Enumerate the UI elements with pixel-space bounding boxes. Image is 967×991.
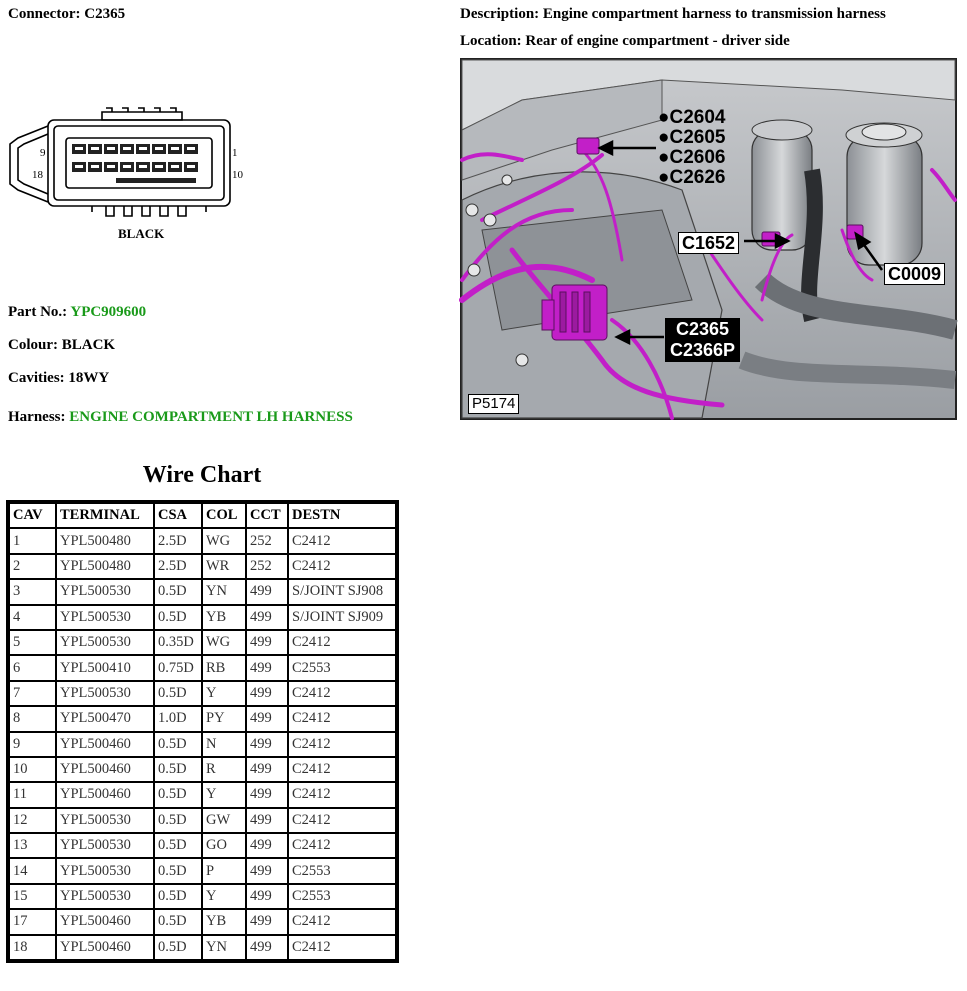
cell-destn: C2412 [288, 782, 396, 807]
connector-heading [8, 6, 125, 23]
table-row [9, 884, 396, 909]
cell-cct: 499 [246, 884, 288, 909]
cell-csa: 0.5D [154, 935, 202, 960]
cell-csa: 0.5D [154, 579, 202, 604]
callout-c0009: C0009 [884, 263, 945, 285]
table-row [9, 630, 396, 655]
cell-terminal: YPL500460 [56, 732, 154, 757]
harness-line [8, 409, 353, 426]
cell-csa: 1.0D [154, 706, 202, 731]
cell-csa: 0.5D [154, 884, 202, 909]
location-value: Rear of engine compartment - driver side [525, 33, 790, 49]
cell-cct: 499 [246, 579, 288, 604]
cell-terminal: YPL500460 [56, 935, 154, 960]
cell-terminal: YPL500530 [56, 579, 154, 604]
cell-cav: 8 [9, 706, 56, 731]
callout-c2366p: C2366P [670, 340, 736, 360]
table-row [9, 757, 396, 782]
cell-cct: 499 [246, 808, 288, 833]
cavities-line [8, 370, 109, 387]
cell-destn: C2553 [288, 858, 396, 883]
cell-csa: 2.5D [154, 528, 202, 553]
cell-destn: S/JOINT SJ909 [288, 605, 396, 630]
cell-destn: C2412 [288, 681, 396, 706]
cell-cav: 3 [9, 579, 56, 604]
table-row [9, 858, 396, 883]
pin-9-label: 9 [40, 147, 46, 159]
cell-csa: 0.75D [154, 655, 202, 680]
cell-cav: 11 [9, 782, 56, 807]
cell-cct: 499 [246, 655, 288, 680]
cell-terminal: YPL500470 [56, 706, 154, 731]
callout-c2365-c2366p [665, 318, 740, 362]
callout-c1652: C1652 [678, 232, 739, 254]
cell-csa: 0.5D [154, 782, 202, 807]
cell-cct: 499 [246, 605, 288, 630]
cell-cct: 499 [246, 909, 288, 934]
cell-cav: 5 [9, 630, 56, 655]
table-row [9, 528, 396, 553]
cell-cav: 15 [9, 884, 56, 909]
cavities-value: 18WY [68, 370, 110, 386]
description-value: Engine compartment harness to transmission harness [542, 6, 886, 22]
colour-value: BLACK [61, 337, 116, 353]
callout-c2606: ●C2606 [658, 147, 726, 168]
cell-destn: C2412 [288, 909, 396, 934]
cell-col: YB [202, 605, 246, 630]
cell-terminal: YPL500530 [56, 630, 154, 655]
cell-destn: C2412 [288, 833, 396, 858]
harness-label: Harness: [8, 409, 66, 425]
cell-col: YN [202, 935, 246, 960]
cell-col: YB [202, 909, 246, 934]
cell-destn: C2412 [288, 630, 396, 655]
table-row [9, 808, 396, 833]
cell-col: PY [202, 706, 246, 731]
cell-destn: C2412 [288, 732, 396, 757]
cell-cct: 499 [246, 935, 288, 960]
cell-terminal: YPL500530 [56, 858, 154, 883]
cell-terminal: YPL500460 [56, 782, 154, 807]
cell-terminal: YPL500530 [56, 681, 154, 706]
connector-colour-caption: BLACK [118, 226, 165, 241]
cell-terminal: YPL500530 [56, 808, 154, 833]
cell-destn: C2412 [288, 528, 396, 553]
table-row [9, 706, 396, 731]
cell-col: Y [202, 782, 246, 807]
cell-csa: 0.5D [154, 808, 202, 833]
table-row [9, 833, 396, 858]
cell-col: WG [202, 528, 246, 553]
colour-label: Colour: [8, 337, 58, 353]
cell-destn: C2412 [288, 757, 396, 782]
cell-cct: 252 [246, 528, 288, 553]
part-number-value: YPC909600 [70, 304, 147, 320]
col-destn: DESTN [288, 503, 396, 528]
cell-terminal: YPL500480 [56, 528, 154, 553]
cell-csa: 0.35D [154, 630, 202, 655]
cell-terminal: YPL500410 [56, 655, 154, 680]
cell-col: Y [202, 681, 246, 706]
cell-cav: 12 [9, 808, 56, 833]
cell-cav: 18 [9, 935, 56, 960]
cell-cav: 17 [9, 909, 56, 934]
cell-col: YN [202, 579, 246, 604]
cell-cct: 499 [246, 706, 288, 731]
cell-col: GO [202, 833, 246, 858]
wire-chart-body [9, 528, 396, 960]
col-terminal: TERMINAL [56, 503, 154, 528]
table-row [9, 681, 396, 706]
cell-terminal: YPL500530 [56, 884, 154, 909]
cell-col: RB [202, 655, 246, 680]
table-row [9, 579, 396, 604]
harness-value: ENGINE COMPARTMENT LH HARNESS [69, 409, 353, 425]
engine-compartment-illustration [460, 58, 957, 420]
cell-terminal: YPL500460 [56, 909, 154, 934]
cell-csa: 0.5D [154, 858, 202, 883]
cell-terminal: YPL500480 [56, 554, 154, 579]
wire-chart-table [6, 500, 399, 963]
cell-csa: 0.5D [154, 909, 202, 934]
cell-cav: 4 [9, 605, 56, 630]
cell-csa: 0.5D [154, 605, 202, 630]
pin-18-label: 18 [32, 169, 43, 181]
colour-line [8, 337, 115, 354]
description-line [460, 6, 886, 23]
cell-cct: 499 [246, 630, 288, 655]
cell-cct: 252 [246, 554, 288, 579]
cell-destn: C2412 [288, 706, 396, 731]
cell-cct: 499 [246, 757, 288, 782]
cell-cav: 9 [9, 732, 56, 757]
cell-cav: 7 [9, 681, 56, 706]
cell-csa: 2.5D [154, 554, 202, 579]
pin-1-label: 1 [232, 147, 238, 159]
cell-col: R [202, 757, 246, 782]
cell-destn: C2553 [288, 884, 396, 909]
cell-cav: 6 [9, 655, 56, 680]
cell-col: N [202, 732, 246, 757]
cell-cct: 499 [246, 681, 288, 706]
table-row [9, 732, 396, 757]
callout-c2605: ●C2605 [658, 127, 726, 148]
cell-terminal: YPL500530 [56, 833, 154, 858]
cell-csa: 0.5D [154, 732, 202, 757]
cell-cav: 1 [9, 528, 56, 553]
cell-col: WG [202, 630, 246, 655]
cavities-label: Cavities: [8, 370, 65, 386]
pin-10-label: 10 [232, 169, 243, 181]
cell-cct: 499 [246, 782, 288, 807]
cell-csa: 0.5D [154, 681, 202, 706]
cell-col: Y [202, 884, 246, 909]
table-row [9, 935, 396, 960]
cell-cct: 499 [246, 833, 288, 858]
table-row [9, 554, 396, 579]
cell-destn: C2412 [288, 554, 396, 579]
cell-destn: C2412 [288, 808, 396, 833]
cell-col: GW [202, 808, 246, 833]
cell-destn: S/JOINT SJ908 [288, 579, 396, 604]
cell-cav: 10 [9, 757, 56, 782]
callout-c2365: C2365 [676, 319, 730, 339]
col-cct: CCT [246, 503, 288, 528]
cell-terminal: YPL500460 [56, 757, 154, 782]
figure-reference: P5174 [468, 394, 519, 414]
location-label: Location: [460, 33, 522, 49]
cell-cct: 499 [246, 732, 288, 757]
wire-chart-title: Wire Chart [142, 462, 262, 488]
cell-destn: C2553 [288, 655, 396, 680]
cell-col: WR [202, 554, 246, 579]
table-row [9, 655, 396, 680]
cell-csa: 0.5D [154, 757, 202, 782]
table-row [9, 782, 396, 807]
col-col: COL [202, 503, 246, 528]
cell-cav: 2 [9, 554, 56, 579]
description-label: Description: [460, 6, 540, 22]
cell-col: P [202, 858, 246, 883]
connector-face-diagram [6, 100, 243, 250]
connector-label: Connector: [8, 6, 81, 22]
col-csa: CSA [154, 503, 202, 528]
connector-id: C2365 [84, 6, 126, 22]
part-number-line [8, 304, 146, 321]
callout-c2604: ●C2604 [658, 107, 726, 128]
cell-csa: 0.5D [154, 833, 202, 858]
wire-chart-header-row [9, 503, 396, 528]
table-row [9, 605, 396, 630]
callout-c2626: ●C2626 [658, 167, 726, 188]
cell-cav: 14 [9, 858, 56, 883]
cell-destn: C2412 [288, 935, 396, 960]
table-row [9, 909, 396, 934]
cell-cct: 499 [246, 858, 288, 883]
location-line [460, 33, 790, 50]
part-number-label: Part No.: [8, 304, 68, 320]
cell-cav: 13 [9, 833, 56, 858]
cell-terminal: YPL500530 [56, 605, 154, 630]
col-cav: CAV [9, 503, 56, 528]
